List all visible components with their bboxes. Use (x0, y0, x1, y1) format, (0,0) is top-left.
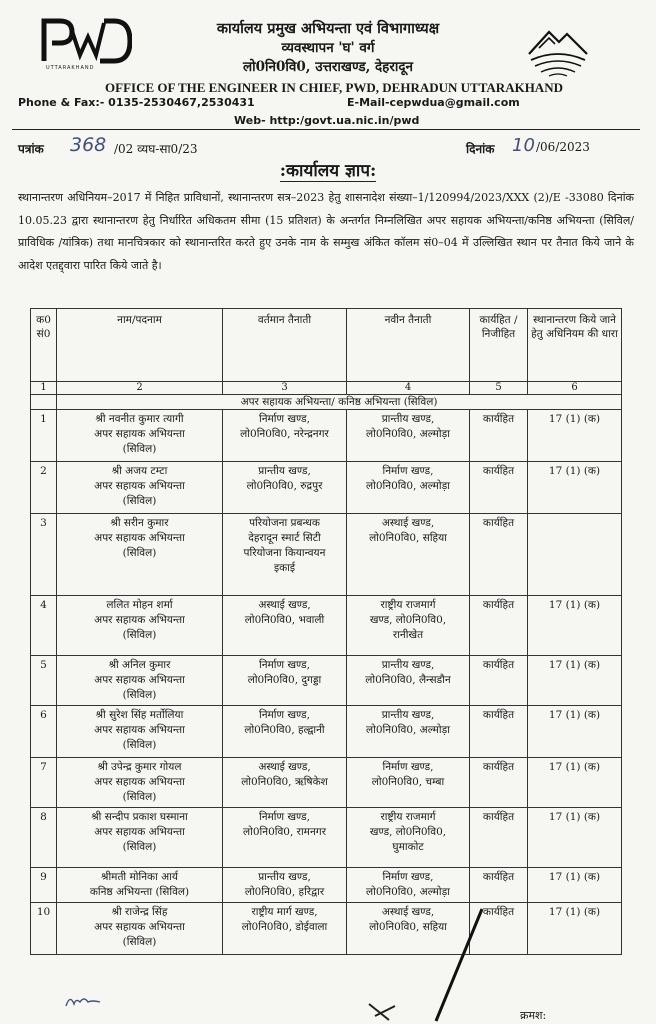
cell-name (57, 514, 223, 596)
header-name: नाम/पदनाम (57, 309, 223, 382)
table-header-row (31, 309, 622, 382)
cell-new-posting-line: राष्ट्रीय राजमार्ग (380, 599, 436, 611)
cell-current-posting-line: लो0नि0वि0, डोईवाला (241, 921, 328, 933)
office-title-hindi-3: लो0नि0वि0, उत्तराखण्ड, देहरादून (242, 59, 414, 75)
reference-code: /02 व्यघ-सा0/23 (114, 142, 198, 156)
logo-subtext: UTTARAKHAND (46, 65, 95, 71)
order-paragraph: स्थानान्तरण अधिनियम–2017 में निहित प्राविधानों, स्थानान्तरण सत्र–2023 हेतु शासनादेश संख्या–1/120994/2023/XXX (2)/E -33080 दिनांक 10.05.23 द्वारा स्थानान्तरण हेतु निर्धारित अधिकतम सीमा (15 प्रतिशत) के अन्तर्गत निम्नलिखित अपर सहायक अभियन्ता/कनिष्ठ अभियन्ता (सिविल/प्राविधिक /यांत्रिक) तथा मानचित्रकार को स्थानान्तरित करते हुए उनके नाम के सम्मुख अंकित कॉलम सं0–04 में उल्लिखित स्थान पर तैनात किये जाने के आदेश एतद्द्वारा पारित किये जाते है। (18, 191, 634, 272)
cell-current-posting (223, 514, 347, 596)
cell-current-posting (223, 410, 347, 462)
cell-new-posting-line: लो0नि0वि0, अल्मोड़ा (366, 480, 450, 492)
cell-name (57, 706, 223, 758)
cell-new-posting-line: घुमाकोट (392, 841, 424, 853)
cell-current-posting (223, 808, 347, 868)
cell-name-line: कनिष्ठ अभियन्ता (सिविल) (89, 886, 190, 898)
cell-current-posting-line: लो0नि0वि0, भवाली (244, 614, 325, 626)
cell-name-line: श्री राजेन्द्र सिंह (111, 906, 168, 918)
table-row (31, 596, 622, 656)
column-number: 4 (347, 382, 470, 395)
table-row (31, 758, 622, 808)
cell-current-posting-line: परियोजना प्रबन्धक (249, 517, 320, 529)
cell-current-posting-line: राष्ट्रीय मार्ग खण्ड, (251, 906, 318, 918)
header-new-posting: नवीन तैनाती (347, 309, 470, 382)
cell-interest: कार्यहित (470, 868, 528, 903)
cell-serial: 6 (31, 706, 57, 758)
cell-current-posting (223, 596, 347, 656)
cell-new-posting (347, 514, 470, 596)
header-serial: क0 सं0 (31, 309, 57, 382)
date-day: 10 (512, 135, 535, 156)
cell-new-posting-line: लो0नि0वि0, चम्बा (371, 776, 445, 788)
cell-name (57, 758, 223, 808)
cell-serial: 9 (31, 868, 57, 903)
cell-interest: कार्यहित (470, 514, 528, 596)
cell-name-line: श्री अनिल कुमार (108, 659, 171, 671)
cell-new-posting-line: अस्थाई खण्ड, (381, 906, 435, 918)
cell-current-posting-line: प्रान्तीय खण्ड, (258, 871, 311, 883)
cell-new-posting-line: प्रान्तीय खण्ड, (381, 709, 435, 721)
cell-name-line: (सिविल) (122, 495, 157, 507)
cell-name (57, 656, 223, 706)
cell-current-posting-line: लो0नि0वि0, ऋषिकेश (241, 776, 328, 788)
table-row (31, 706, 622, 758)
cell-new-posting-line: खण्ड, लो0नि0वि0, (369, 614, 447, 626)
cell-current-posting (223, 758, 347, 808)
cell-current-posting (223, 903, 347, 955)
cell-new-posting-line: राष्ट्रीय राजमार्ग (380, 811, 436, 823)
cell-current-posting-line: लो0नि0वि0, नरेन्द्रनगर (240, 428, 329, 440)
pen-mark (365, 1000, 425, 1024)
table-row (31, 514, 622, 596)
cell-new-posting-line: लो0नि0वि0, लैन्सडौन (365, 674, 451, 686)
cell-name-line: श्रीमती मोनिका आर्य (101, 871, 178, 883)
cell-name-line: अपर सहायक अभियन्ता (94, 480, 185, 492)
table-row (31, 903, 622, 955)
cell-name-line: ललित मोहन शर्मा (106, 599, 173, 611)
cell-name-line: अपर सहायक अभियन्ता (94, 614, 185, 626)
cell-current-posting (223, 706, 347, 758)
cell-serial: 10 (31, 903, 57, 955)
cell-current-posting-line: लो0नि0वि0, रुद्रपुर (246, 480, 323, 492)
cell-interest: कार्यहित (470, 462, 528, 514)
cell-new-posting (347, 758, 470, 808)
cell-act-section (528, 514, 622, 596)
table-row (31, 410, 622, 462)
cell-new-posting-line: रानीखेत (392, 629, 424, 641)
cell-serial: 3 (31, 514, 57, 596)
cell-name-line: अपर सहायक अभियन्ता (94, 921, 185, 933)
header-current-posting: वर्तमान तैनाती (223, 309, 347, 382)
cell-current-posting-line: अस्थाई खण्ड, (258, 599, 311, 611)
table-row (31, 462, 622, 514)
header-divider (12, 129, 640, 130)
cell-interest: कार्यहित (470, 758, 528, 808)
office-title-hindi-1: कार्यालय प्रमुख अभियन्ता एवं विभागाध्यक्ष (216, 20, 440, 37)
pen-stroke (430, 905, 490, 1024)
office-title-english: OFFICE OF THE ENGINEER IN CHIEF, PWD, DEHRADUN UTTARAKHAND (105, 80, 563, 95)
cell-act-section: 17 (1) (क) (528, 868, 622, 903)
cell-current-posting-line: प्रान्तीय खण्ड, (258, 465, 311, 477)
cell-serial: 5 (31, 656, 57, 706)
cell-new-posting-line: प्रान्तीय खण्ड, (381, 413, 435, 425)
cell-act-section: 17 (1) (क) (528, 462, 622, 514)
cell-current-posting-line: लो0नि0वि0, दुगड्डा (247, 674, 322, 686)
cell-interest: कार्यहित (470, 596, 528, 656)
cell-name-line: (सिविल) (122, 936, 157, 948)
cell-name (57, 596, 223, 656)
cell-interest: कार्यहित (470, 410, 528, 462)
category-spacer (31, 395, 57, 410)
cell-act-section: 17 (1) (क) (528, 410, 622, 462)
cell-name (57, 868, 223, 903)
column-number: 2 (57, 382, 223, 395)
cell-interest: कार्यहित (470, 656, 528, 706)
cell-interest: कार्यहित (470, 706, 528, 758)
cell-name-line: अपर सहायक अभियन्ता (94, 428, 185, 440)
cell-new-posting-line: लो0नि0वि0, अल्मोड़ा (366, 886, 450, 898)
cell-name-line: (सिविल) (122, 739, 157, 751)
cell-name (57, 903, 223, 955)
cell-act-section: 17 (1) (क) (528, 758, 622, 808)
header-interest: कार्यहित / निजीहित (470, 309, 528, 382)
cell-current-posting-line: लो0नि0वि0, हरिद्वार (244, 886, 325, 898)
cell-new-posting-line: प्रान्तीय खण्ड, (381, 659, 435, 671)
transfer-table (30, 308, 622, 955)
cell-serial: 7 (31, 758, 57, 808)
column-number: 5 (470, 382, 528, 395)
cell-current-posting-line: इकाई (273, 562, 296, 574)
cell-name-line: श्री सरीन कुमार (110, 517, 169, 529)
column-number: 3 (223, 382, 347, 395)
column-number: 1 (31, 382, 57, 395)
cell-name-line: श्री अजय टम्टा (111, 465, 168, 477)
cell-name-line: श्री सन्दीप प्रकाश घस्माना (91, 811, 188, 823)
cell-current-posting-line: निर्माण खण्ड, (258, 811, 310, 823)
cell-name-line: अपर सहायक अभियन्ता (94, 532, 185, 544)
initials-signature (64, 990, 104, 1010)
cell-name-line: (सिविल) (122, 791, 157, 803)
cell-new-posting (347, 462, 470, 514)
category-row (31, 395, 622, 410)
cell-interest: कार्यहित (470, 808, 528, 868)
reference-number: 368 (70, 134, 107, 156)
cell-new-posting-line: खण्ड, लो0नि0वि0, (369, 826, 447, 838)
cell-name-line: श्री नवनीत कुमार त्यागी (95, 413, 184, 425)
office-title-hindi-2: व्यवस्थापन 'घ' वर्ग (281, 40, 375, 56)
cell-name-line: श्री सुरेश सिंह मर्तोलिया (95, 709, 184, 721)
reference-label: पत्रांक (18, 142, 44, 156)
cell-name-line: अपर सहायक अभियन्ता (94, 826, 185, 838)
cell-new-posting-line: लो0नि0वि0, अल्मोड़ा (366, 428, 450, 440)
cell-act-section: 17 (1) (क) (528, 706, 622, 758)
table-row (31, 656, 622, 706)
column-number-row (31, 382, 622, 395)
cell-current-posting (223, 462, 347, 514)
date-month-year: /06/2023 (536, 140, 590, 154)
cell-current-posting-line: देहरादून स्मार्ट सिटी (248, 532, 321, 544)
cell-new-posting (347, 808, 470, 868)
cell-serial: 4 (31, 596, 57, 656)
cell-name-line: अपर सहायक अभियन्ता (94, 674, 185, 686)
cell-current-posting-line: परियोजना कियान्वयन (243, 547, 326, 559)
cell-name-line: अपर सहायक अभियन्ता (94, 724, 185, 736)
cell-serial: 1 (31, 410, 57, 462)
cell-act-section: 17 (1) (क) (528, 903, 622, 955)
cell-new-posting (347, 596, 470, 656)
continued-note: क्रमश: (520, 1009, 547, 1022)
cell-current-posting-line: लो0नि0वि0, हल्द्वानी (244, 724, 325, 736)
cell-serial: 8 (31, 808, 57, 868)
cell-act-section: 17 (1) (क) (528, 808, 622, 868)
office-order-title (0, 158, 656, 181)
cell-name-line: (सिविल) (122, 443, 157, 455)
table-row (31, 868, 622, 903)
cell-new-posting-line: निर्माण खण्ड, (382, 465, 434, 477)
cell-new-posting-line: लो0नि0वि0, सहिया (369, 921, 447, 933)
cell-current-posting (223, 656, 347, 706)
email-address: E-Mail-cepwdua@gmail.com (347, 96, 520, 109)
cell-name (57, 410, 223, 462)
cell-act-section: 17 (1) (क) (528, 596, 622, 656)
cell-current-posting-line: निर्माण खण्ड, (258, 413, 310, 425)
cell-current-posting-line: निर्माण खण्ड, (258, 709, 310, 721)
table-body (31, 410, 622, 955)
cell-new-posting (347, 706, 470, 758)
office-order-title-text: :कार्यालय ज्ञाप: (279, 161, 377, 181)
column-number: 6 (528, 382, 622, 395)
cell-current-posting (223, 868, 347, 903)
cell-name-line: (सिविल) (122, 689, 157, 701)
table-row (31, 808, 622, 868)
cell-new-posting-line: लो0नि0वि0, अल्मोड़ा (366, 724, 450, 736)
cell-new-posting (347, 656, 470, 706)
cell-act-section: 17 (1) (क) (528, 656, 622, 706)
cell-name-line: (सिविल) (122, 629, 157, 641)
cell-new-posting (347, 868, 470, 903)
cell-serial: 2 (31, 462, 57, 514)
cell-new-posting-line: अस्थाई खण्ड, (381, 517, 435, 529)
cell-name-line: (सिविल) (122, 841, 157, 853)
cell-name-line: श्री उपेन्द्र कुमार गोयल (97, 761, 182, 773)
cell-name-line: (सिविल) (122, 547, 157, 559)
cell-new-posting (347, 410, 470, 462)
website: Web- http:/govt.ua.nic.in/pwd (234, 114, 420, 127)
phone-fax: Phone & Fax:- 0135-2530467,2530431 (18, 96, 255, 109)
header-act-section: स्थानान्तरण किये जाने हेतु अधिनियम की धारा (528, 309, 622, 382)
cell-new-posting-line: निर्माण खण्ड, (382, 871, 434, 883)
cell-name (57, 808, 223, 868)
cell-interest: कार्यहित (470, 903, 528, 955)
cell-current-posting-line: अस्थाई खण्ड, (258, 761, 311, 773)
cell-name (57, 462, 223, 514)
cell-current-posting-line: लो0नि0वि0, रामनगर (243, 826, 326, 838)
category-label: अपर सहायक अभियन्ता/ कनिष्ठ अभियन्ता (सिविल) (57, 395, 622, 410)
cell-current-posting-line: निर्माण खण्ड, (258, 659, 310, 671)
cell-new-posting-line: लो0नि0वि0, सहिया (369, 532, 447, 544)
cell-new-posting-line: निर्माण खण्ड, (382, 761, 434, 773)
cell-name-line: अपर सहायक अभियन्ता (94, 776, 185, 788)
date-label: दिनांक (466, 142, 495, 156)
